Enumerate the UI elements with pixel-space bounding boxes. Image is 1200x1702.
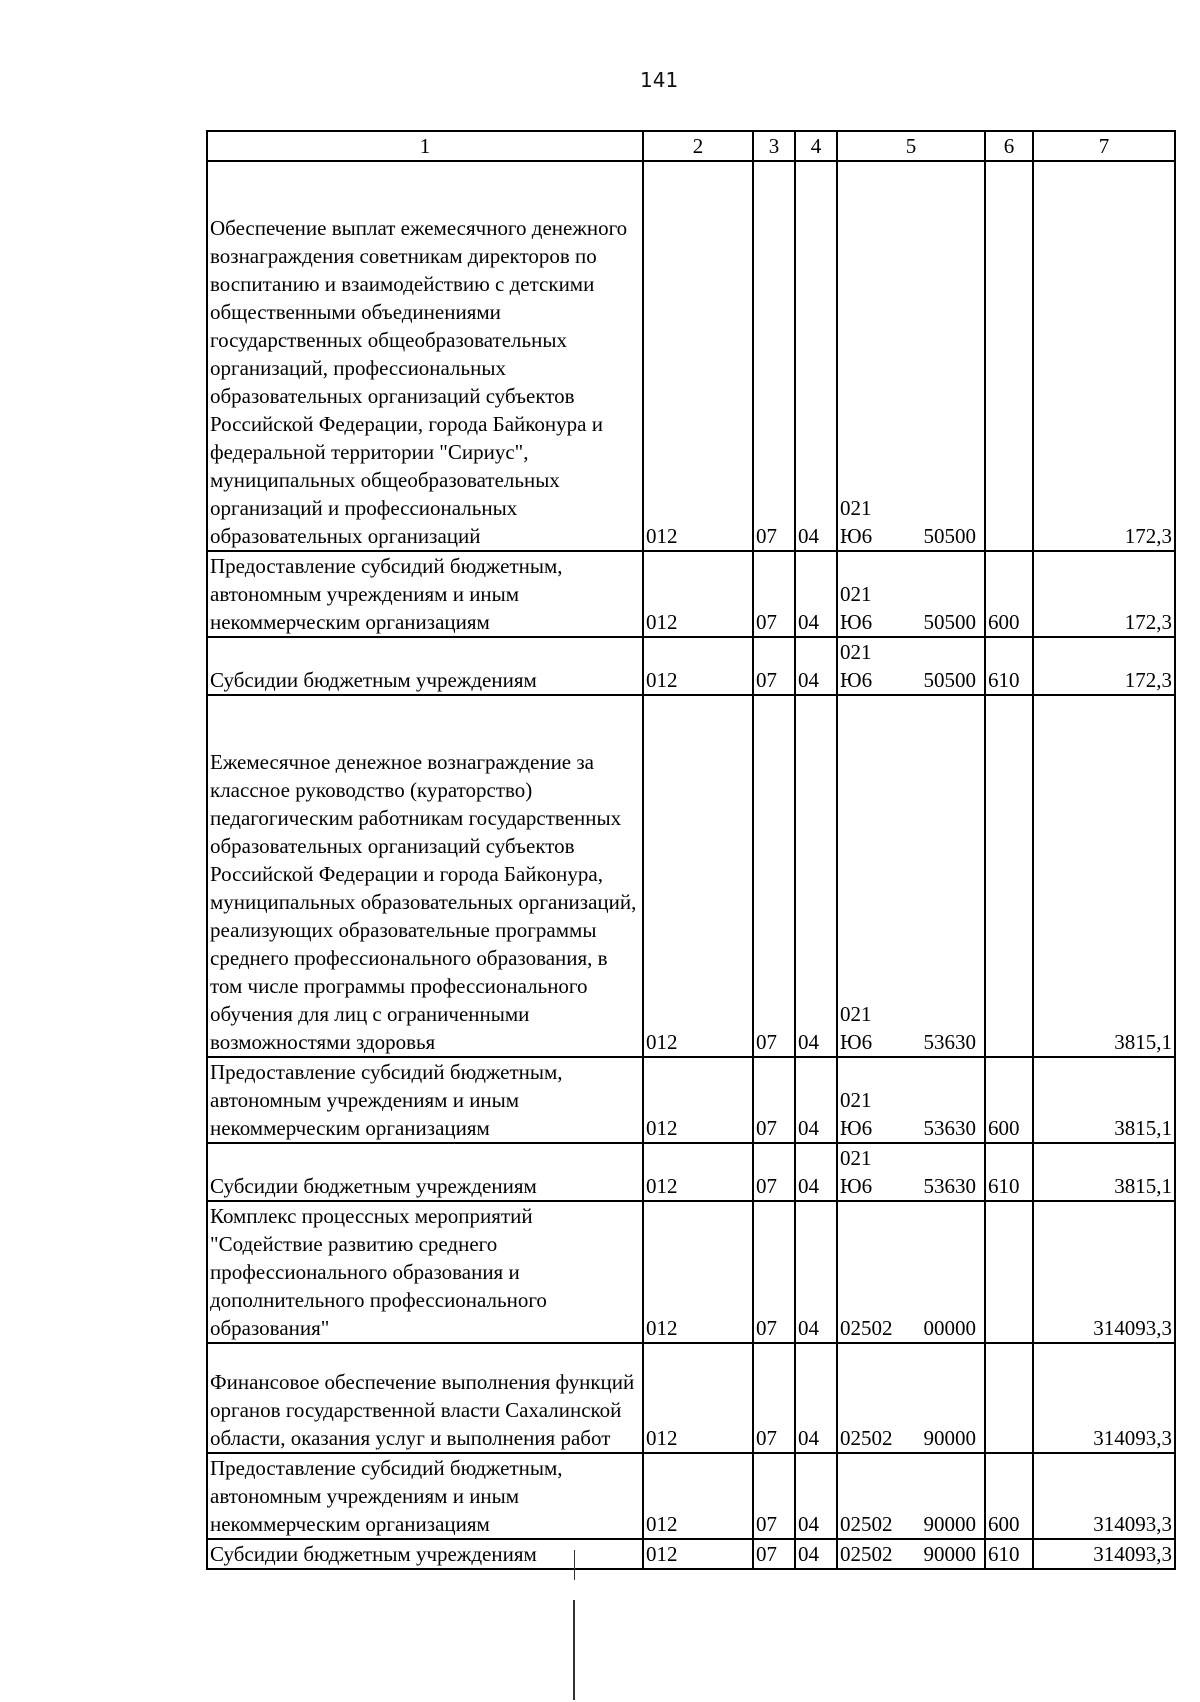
- direction-code: 90000: [923, 1512, 976, 1536]
- amount-cell: 172,3: [1033, 637, 1175, 695]
- column-header: 3: [753, 131, 795, 161]
- program-code: 02502: [840, 1542, 893, 1566]
- target-article: [840, 1314, 982, 1342]
- target-article: [840, 1000, 982, 1056]
- target-article-cell: [837, 1057, 985, 1143]
- amount-cell: 172,3: [1033, 551, 1175, 637]
- ministry-code-cell: 012: [643, 551, 753, 637]
- ministry-code-cell: 012: [643, 695, 753, 1057]
- subsection-code-cell: 04: [795, 1343, 837, 1453]
- subsection-code-cell: 04: [795, 161, 837, 551]
- subsection-code-cell: 04: [795, 695, 837, 1057]
- row-name-cell: Предоставление субсидий бюджетным, автономным учреждениям и иным некоммерческим организациям: [207, 1453, 643, 1539]
- target-article-cell: [837, 1343, 985, 1453]
- amount-cell: 314093,3: [1033, 1539, 1175, 1569]
- program-code: 02502: [840, 1426, 893, 1450]
- direction-code: 53630: [923, 1030, 976, 1054]
- row-name-cell: Предоставление субсидий бюджетным, автономным учреждениям и иным некоммерческим организациям: [207, 1057, 643, 1143]
- ministry-code-cell: 012: [643, 1143, 753, 1201]
- subsection-code-cell: 04: [795, 1057, 837, 1143]
- table-row: [207, 637, 1175, 695]
- direction-code: 50500: [923, 524, 976, 548]
- table-row: [207, 161, 1175, 551]
- row-name-cell: Финансовое обеспечение выполнения функций органов государственной власти Сахалинской области, оказания услуг и выполнения работ: [207, 1343, 643, 1453]
- table-row: [207, 695, 1175, 1057]
- table-row: [207, 1343, 1175, 1453]
- column-header: 5: [837, 131, 985, 161]
- section-code-cell: 07: [753, 1539, 795, 1569]
- direction-code: 53630: [923, 1174, 976, 1198]
- row-name-cell: Предоставление субсидий бюджетным, автономным учреждениям и иным некоммерческим организациям: [207, 551, 643, 637]
- section-code-cell: 07: [753, 551, 795, 637]
- direction-code: 90000: [923, 1426, 976, 1450]
- program-code: 02502: [840, 1512, 893, 1536]
- expense-type-cell: 610: [985, 637, 1033, 695]
- section-code-cell: 07: [753, 161, 795, 551]
- program-code: 021Ю6: [840, 496, 873, 548]
- section-code-cell: 07: [753, 1453, 795, 1539]
- direction-code: 50500: [923, 610, 976, 634]
- expense-type-cell: [985, 1343, 1033, 1453]
- table-row: [207, 1453, 1175, 1539]
- target-article-cell: [837, 637, 985, 695]
- row-name-cell: Субсидии бюджетным учреждениям: [207, 637, 643, 695]
- target-article: [840, 1424, 982, 1452]
- target-article-cell: [837, 1539, 985, 1569]
- subsection-code-cell: 04: [795, 551, 837, 637]
- expense-type-cell: 600: [985, 1057, 1033, 1143]
- ministry-code-cell: 012: [643, 637, 753, 695]
- subsection-code-cell: 04: [795, 1453, 837, 1539]
- target-article: [840, 638, 982, 694]
- program-code: 021Ю6: [840, 1002, 873, 1054]
- direction-code: 00000: [923, 1316, 976, 1340]
- expense-type-cell: 600: [985, 551, 1033, 637]
- section-code-cell: 07: [753, 1201, 795, 1343]
- scan-artifact-line: [573, 1600, 575, 1700]
- row-name-cell: Субсидии бюджетным учреждениям: [207, 1539, 643, 1569]
- table-row: [207, 1201, 1175, 1343]
- column-header: 2: [643, 131, 753, 161]
- header-row: [207, 131, 1175, 161]
- program-code: 02502: [840, 1316, 893, 1340]
- amount-cell: 3815,1: [1033, 1143, 1175, 1201]
- expense-type-cell: 600: [985, 1453, 1033, 1539]
- table-row: [207, 1057, 1175, 1143]
- program-code: 021Ю6: [840, 582, 873, 634]
- table-row: [207, 1143, 1175, 1201]
- target-article: [840, 1510, 982, 1538]
- program-code: 021Ю6: [840, 1088, 873, 1140]
- column-header: 1: [207, 131, 643, 161]
- amount-cell: 314093,3: [1033, 1343, 1175, 1453]
- table-row: [207, 1539, 1175, 1569]
- ministry-code-cell: 012: [643, 1539, 753, 1569]
- expense-type-cell: 610: [985, 1539, 1033, 1569]
- expense-type-cell: [985, 1201, 1033, 1343]
- target-article: [840, 1086, 982, 1142]
- subsection-code-cell: 04: [795, 637, 837, 695]
- subsection-code-cell: 04: [795, 1201, 837, 1343]
- subsection-code-cell: 04: [795, 1143, 837, 1201]
- section-code-cell: 07: [753, 1343, 795, 1453]
- target-article-cell: [837, 1201, 985, 1343]
- expense-type-cell: [985, 161, 1033, 551]
- program-code: 021Ю6: [840, 1146, 873, 1198]
- amount-cell: 314093,3: [1033, 1453, 1175, 1539]
- column-header: 7: [1033, 131, 1175, 161]
- target-article-cell: [837, 161, 985, 551]
- ministry-code-cell: 012: [643, 1343, 753, 1453]
- section-code-cell: 07: [753, 637, 795, 695]
- section-code-cell: 07: [753, 1143, 795, 1201]
- target-article-cell: [837, 551, 985, 637]
- amount-cell: 172,3: [1033, 161, 1175, 551]
- row-name-cell: Комплекс процессных мероприятий "Содействие развитию среднего профессионального образования и дополнительного профессионального образования": [207, 1201, 643, 1343]
- expense-type-cell: 610: [985, 1143, 1033, 1201]
- scan-artifact-line: [574, 1550, 575, 1580]
- ministry-code-cell: 012: [643, 1057, 753, 1143]
- subsection-code-cell: 04: [795, 1539, 837, 1569]
- expense-type-cell: [985, 695, 1033, 1057]
- row-name-cell: Обеспечение выплат ежемесячного денежного вознаграждения советникам директоров по воспитанию и взаимодействию с детскими общественными объединениями государственных общеобразовательных организаций, профессиональных образовательных организаций субъектов Российской Федерации, города Байконура и федеральной территории "Сириус", муниципальных общеобразовательных организаций и профессиональных образовательных организаций: [207, 161, 643, 551]
- row-name-cell: Субсидии бюджетным учреждениям: [207, 1143, 643, 1201]
- ministry-code-cell: 012: [643, 1453, 753, 1539]
- amount-cell: 314093,3: [1033, 1201, 1175, 1343]
- budget-table: [206, 130, 1176, 1570]
- table-body: [207, 161, 1175, 1569]
- target-article: [840, 494, 982, 550]
- column-header: 6: [985, 131, 1033, 161]
- section-code-cell: 07: [753, 1057, 795, 1143]
- section-code-cell: 07: [753, 695, 795, 1057]
- target-article-cell: [837, 1143, 985, 1201]
- table-row: [207, 551, 1175, 637]
- program-code: 021Ю6: [840, 640, 873, 692]
- ministry-code-cell: 012: [643, 161, 753, 551]
- direction-code: 53630: [923, 1116, 976, 1140]
- row-name-cell: Ежемесячное денежное вознаграждение за классное руководство (кураторство) педагогическим работникам государственных образовательных организаций субъектов Российской Федерации и города Байконура, муниципальных образовательных организаций, реализующих образовательные программы среднего профессионального образования, в том числе программы профессионального обучения для лиц с ограниченными возможностями здоровья: [207, 695, 643, 1057]
- target-article: [840, 1144, 982, 1200]
- ministry-code-cell: 012: [643, 1201, 753, 1343]
- amount-cell: 3815,1: [1033, 1057, 1175, 1143]
- direction-code: 50500: [923, 668, 976, 692]
- target-article-cell: [837, 695, 985, 1057]
- target-article: [840, 580, 982, 636]
- page-number: 141: [640, 68, 679, 92]
- amount-cell: 3815,1: [1033, 695, 1175, 1057]
- target-article-cell: [837, 1453, 985, 1539]
- column-header: 4: [795, 131, 837, 161]
- direction-code: 90000: [923, 1542, 976, 1566]
- target-article: [840, 1540, 982, 1568]
